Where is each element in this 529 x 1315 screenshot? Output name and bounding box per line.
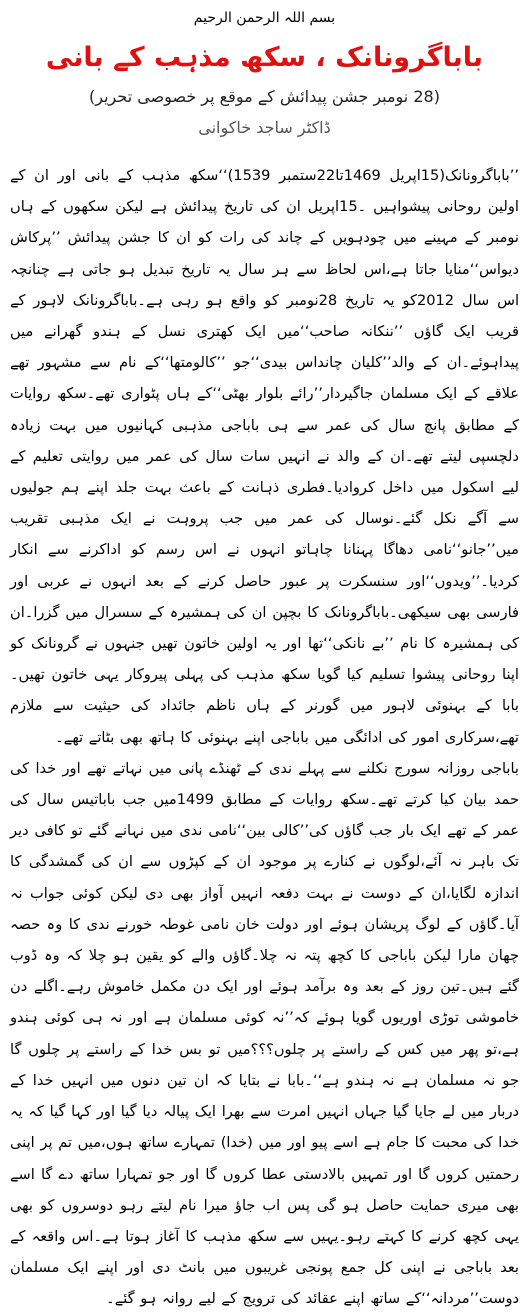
paragraph-early-life: ’’باباگرونانک(15اپریل 1469تا22ستمبر 1539)‘‘سکھ مذہب کے بانی اور ان کے اولین روحانی پیشواہیں ۔15اپریل ان کی تاریخ پیدائش ہے لیکن سکھوں کے ہاں نومبر کے مہینے میں چودہویں کے چاند کی رات کو ان کا جشن پیدائش ’’پرکاش دیواس‘‘منایا جاتا ہے،اس لحاظ سے ہر سال یہ تاریخ تبدیل ہو جاتی ہے چنانچہ اس سال 2012کو یہ تاریخ 28نومبر کو واقع ہو رہی ہے۔باباگرونانک لاہور کے قریب ایک گاؤں ’’ننکانہ صاحب‘‘میں ایک کھتری نسل کے ہندو گھرانے میں پیداہوئے۔ان کے والد’’کلیان چانداس بیدی‘‘جو ’’کالومتھا‘‘کے نام سے مشہور تھے علاقے کے ایک مسلمان جاگیردار’’رائے بلوار بھٹی‘‘کے ہاں پٹواری تھے۔سکھ روایات کے مطابق پانچ سال کی عمر سے ہی باباجی مذہبی کہانیوں میں بہت زیادہ دلچسپی لیتے تھے۔ان کے والد نے انہیں سات سال کی عمر میں روایتی تعلیم کے لیے اسکول میں داخل کروادیا۔فطری ذہانت کے باعث بہت جلد اپنے ہم جولیوں سے آگے نکل گئے۔نوسال کی عمر میں جب پروہت نے ایک مذہبی تقریب میں’’جانو‘‘نامی دھاگا پہنانا چاہاتو انہوں نے اس رسم کو اداکرنے سے انکار کردیا۔’’ویدوں‘‘اور سنسکرت پر عبور حاصل کرنے کے بعد انہوں نے عربی اور فارسی بھی سیکھی۔باباگرونانک کا بچپن ان کی ہمشیرہ کے سسرال میں گزرا۔ان کی ہمشیرہ کا نام ’’بے نانکی‘‘تھا اور یہ اولین خاتون تھیں جنہوں نے گرونانک کو اپنا روحانی پیشوا تسلیم کیا گویا سکھ مذہب کی پہلی پیروکار یہی خاتون تھیں۔بابا کے بہنوئی لاہور میں گورنر کے ہاں ناظم جائداد کی حیثیت سے ملازم تھے،سرکاری امور کی ادائگی میں باباجی اپنے بہنوئی کا ہاتھ بھی بٹاتے تھے۔ bbox=[10, 167, 520, 746]
article-body bbox=[10, 160, 519, 1315]
author-name: ڈاکٹر ساجد خاکوانی bbox=[198, 118, 331, 137]
bismillah-heading: بسم اللہ الرحمن الرحیم bbox=[193, 10, 336, 26]
paragraph-river-event: باباجی روزانہ سورج نکلنے سے پہلے ندی کے ٹھنڈے پانی میں نہاتے تھے اور خدا کی حمد بیان کیا کرتے تھے۔سکھ روایات کے مطابق 1499میں جب باباتیس سال کی عمر کے تھے ایک بار جب گاؤں کی’’کالی بین‘‘نامی ندی میں نہانے گئے تو کافی دیر تک باہر نہ آئے،لوگوں نے کنارے پر موجود ان کے کپڑوں سے ان کی گمشدگی کا اندازہ لگایا،ان کے دوست نے بہت دفعہ انہیں آواز بھی دی لیکن کوئی جواب نہ آیا۔گاؤں کے لوگ پریشان ہوئے اور دولت خان نامی غوطہ خورنے ندی کا وہ حصہ چھان مارا لیکن باباجی کا کچھ پتہ نہ چلا۔گاؤں والے کو یقین ہو چلا کہ وہ ڈوب گئے ہیں۔تین روز کے بعد وہ برآمد ہوئے اور ایک دن مکمل خاموش رہے۔اگلے دن خاموشی توڑی اوریوں گویا ہوئے کہ’’نہ کوئی مسلمان ہے اور نہ ہی کوئی ہندو ہے،تو پھر میں کس کے راستے پر چلوں؟؟؟میں تو بس خدا کے راستے پر چلوں گا جو نہ مسلمان ہے نہ ہندو ہے‘‘۔بابا نے بتایا کہ ان تین دنوں میں انہیں خدا کے دربار میں لے جایا گیا جہاں انہیں امرت سے بھرا ایک پیالہ دیا گیا اور کہا گیا کہ یہ خدا کی محبت کا جام ہے اسے پیو اور میں (خدا) تمہارے ساتھ ہوں،میں تم پر اپنی رحمتیں کروں گا اور تمہیں بالادستی عطا کروں گا اور جو تمہارا ساتھ دے گا اسے بھی میری حمایت حاصل ہو گی پس اب جاؤ میرا نام لیتے رہو دوسروں کو بھی یہی کچھ کرنے کا کہتے رہو۔یہیں سے سکھ مذہب کا آغاز ہوتا ہے۔اس واقعہ کے بعد باباجی نے اپنی کل جمع پونجی غریبوں میں بانٹ دی اور اپنے ایک مسلمان دوست’’مردانہ‘‘کے ساتھ اپنے عقائد کی ترویج کے لیے روانہ ہو گئے۔ bbox=[10, 759, 519, 1308]
article-title: باباگرونانک ، سکھ مذہب کے بانی bbox=[45, 42, 484, 73]
article-subtitle: (28 نومبر جشن پیدائش کے موقع پر خصوصی تحریر) bbox=[89, 87, 440, 106]
